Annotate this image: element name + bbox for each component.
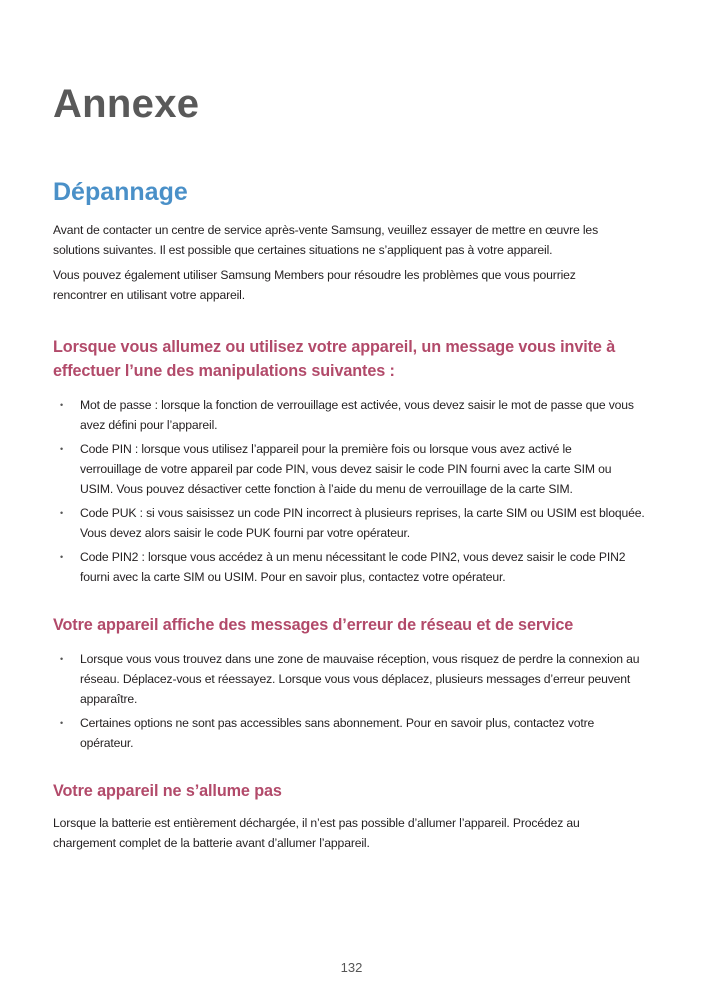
bullet-icon: • [60,444,64,454]
bullet-icon: • [60,400,64,410]
intro-paragraph: Avant de contacter un centre de service après-vente Samsung, veuillez essayer de mettre en œuvre les solutions suivantes. Il est possible que certaines situations ne s’appliquent pas à votre appareil. [53,223,599,257]
subsection-title-power: Votre appareil ne s’allume pas [53,782,282,800]
list-item-text: Code PIN2 : lorsque vous accédez à un menu nécessitant le code PIN2, vous devez saisir le code PIN2 fourni avec la carte SIM ou USIM. Pour en savoir plus, contactez votre opérateur. [80,550,626,584]
subsection-title-messages: Lorsque vous allumez ou utilisez votre appareil, un message vous invite à effectuer l’une des manipulations suivantes : [53,338,616,380]
list-item [53,503,650,543]
subsection-title-network-errors: Votre appareil affiche des messages d’erreur de réseau et de service [53,616,574,634]
page-content [53,220,653,853]
list-item [53,395,650,435]
section-title: Dépannage [53,178,188,206]
page-number: 132 [340,960,363,975]
list-item [53,649,640,709]
list-item-text: Code PUK : si vous saisissez un code PIN incorrect à plusieurs reprises, la carte SIM ou USIM est bloquée. Vous devez alors saisir le code PUK fourni par votre opérateur. [80,506,645,540]
bullet-list [53,395,653,587]
list-item-text: Code PIN : lorsque vous utilisez l’appareil pour la première fois ou lorsque vous avez activé le verrouillage de votre appareil par code PIN, vous devez saisir le code PIN fourni avec la carte SIM ou USIM. Vous pouvez désactiver cette fonction à l’aide du menu de verrouillage de la carte SIM. [80,442,612,496]
bullet-list [53,649,653,753]
intro-paragraph: Vous pouvez également utiliser Samsung Members pour résoudre les problèmes que vous pourriez rencontrer en utilisant votre appareil. [53,268,576,302]
list-item [53,713,625,753]
chapter-title: Annexe [53,82,200,126]
bullet-icon: • [60,718,64,728]
list-item-text: Lorsque vous vous trouvez dans une zone de mauvaise réception, vous risquez de perdre la connexion au réseau. Déplacez-vous et réessayez. Lorsque vous vous déplacez, plusieurs messages d’erreur peuvent apparaître. [80,652,640,706]
power-paragraph: Lorsque la batterie est entièrement déchargée, il n’est pas possible d’allumer l’appareil. Procédez au chargement complet de la batterie avant d’allumer l’appareil. [53,816,580,850]
list-item-text: Certaines options ne sont pas accessibles sans abonnement. Pour en savoir plus, contactez votre opérateur. [80,716,595,750]
list-item [53,547,640,587]
bullet-icon: • [60,508,64,518]
list-item-text: Mot de passe : lorsque la fonction de verrouillage est activée, vous devez saisir le mot de passe que vous avez défini pour l’appareil. [80,398,634,432]
bullet-icon: • [60,552,64,562]
bullet-icon: • [60,654,64,664]
list-item [53,439,625,499]
